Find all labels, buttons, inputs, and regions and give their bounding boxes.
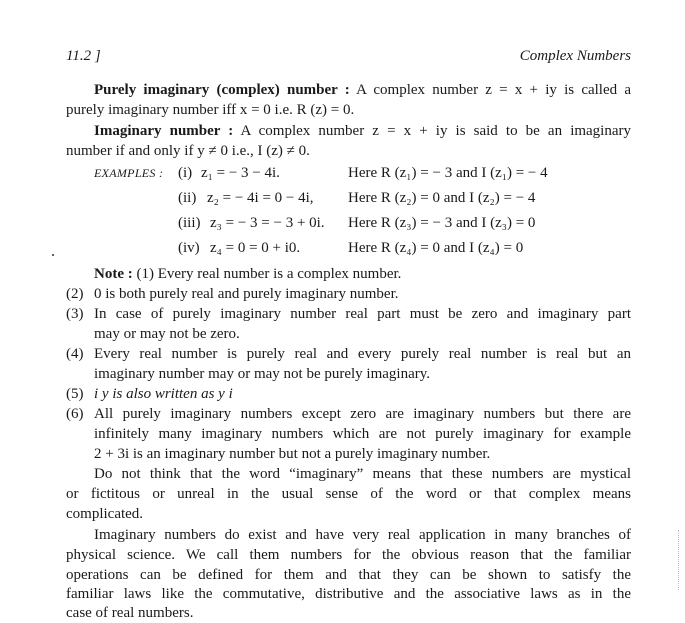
note-item-text: In case of purely imaginary number real part must be zero and imaginary part (94, 306, 631, 322)
paragraph-line: familiar laws like the commutative, distributive and the associative laws as in the (66, 586, 631, 602)
scan-speck (52, 254, 54, 256)
example-note: Here R (z₁) = − 3 and I (z₁) = − 4 (348, 165, 548, 181)
chapter-title: Complex Numbers (519, 48, 631, 64)
section-number: 11.2 ] (66, 48, 101, 64)
example-expression: z₃ = − 3 = − 3 + 0i. (210, 215, 325, 231)
note-item-text: may or may not be zero. (94, 326, 240, 342)
note-item-text: infinitely many imaginary numbers which are not purely imaginary for example (94, 426, 631, 442)
example-expression: z₄ = 0 = 0 + i0. (210, 240, 301, 256)
definition-purely-imaginary-line2: purely imaginary number iff x = 0 i.e. R (z) = 0. (66, 102, 355, 118)
note-line (94, 264, 631, 284)
term-imaginary: Imaginary number : (94, 123, 234, 139)
scan-edge-artifact (678, 530, 685, 590)
note-item-number: (3) (66, 306, 84, 322)
examples-label: EXAMPLES : (94, 166, 164, 180)
paragraph-line: case of real numbers. (66, 605, 194, 621)
definition-imaginary-line1 (94, 121, 631, 141)
example-number: (iii) (178, 215, 201, 231)
note-label: Note : (94, 266, 133, 282)
paragraph-line: operations can be defined for them and that they can be shown to satisfy the (66, 567, 631, 583)
example-number: (iv) (178, 240, 200, 256)
paragraph-line: complicated. (66, 506, 144, 522)
note-item-text: i y is also written as y i (94, 386, 233, 402)
note-item-number: (4) (66, 346, 84, 362)
note-item-text: All purely imaginary numbers except zero are imaginary numbers but there are (94, 406, 631, 422)
definition-text: A complex number z = x + iy is said to be an imaginary (233, 123, 632, 139)
example-number: (i) (178, 165, 193, 181)
definition-text: A complex number z = x + iy is called a (349, 82, 631, 98)
note-item-1: (1) Every real number is a complex number. (132, 266, 402, 282)
page-header (66, 48, 631, 68)
term-purely-imaginary: Purely imaginary (complex) number : (94, 82, 350, 98)
note-item-number: (5) (66, 386, 84, 402)
paragraph-line: Do not think that the word “imaginary” means that these numbers are mystical (94, 466, 631, 482)
note-item-text: 2 + 3i is an imaginary number but not a purely imaginary number. (94, 446, 491, 462)
example-expression: z₂ = − 4i = 0 − 4i, (207, 190, 314, 206)
example-expression: z₁ = − 3 − 4i. (201, 165, 280, 181)
example-note: Here R (z₂) = 0 and I (z₂) = − 4 (348, 190, 536, 206)
note-item-text: 0 is both purely real and purely imaginary number. (94, 286, 399, 302)
example-number: (ii) (178, 190, 197, 206)
definition-purely-imaginary-line1 (94, 80, 631, 100)
paragraph-line: physical science. We call them numbers for the obvious reason that the familiar (66, 547, 631, 563)
note-item-text: imaginary number may or may not be purely imaginary. (94, 366, 431, 382)
paragraph-line: Imaginary numbers do exist and have very real application in many branches of (94, 527, 631, 543)
note-item-text: Every real number is purely real and every purely real number is real but an (94, 346, 631, 362)
example-note: Here R (z₄) = 0 and I (z₄) = 0 (348, 240, 524, 256)
paragraph-line: or fictitous or unreal in the usual sense of the word or that complex means (66, 486, 631, 502)
note-item-number: (6) (66, 406, 84, 422)
note-item-number: (2) (66, 286, 84, 302)
definition-imaginary-line2: number if and only if y ≠ 0 i.e., I (z) ≠ 0. (66, 143, 310, 159)
example-note: Here R (z₃) = − 3 and I (z₃) = 0 (348, 215, 536, 231)
